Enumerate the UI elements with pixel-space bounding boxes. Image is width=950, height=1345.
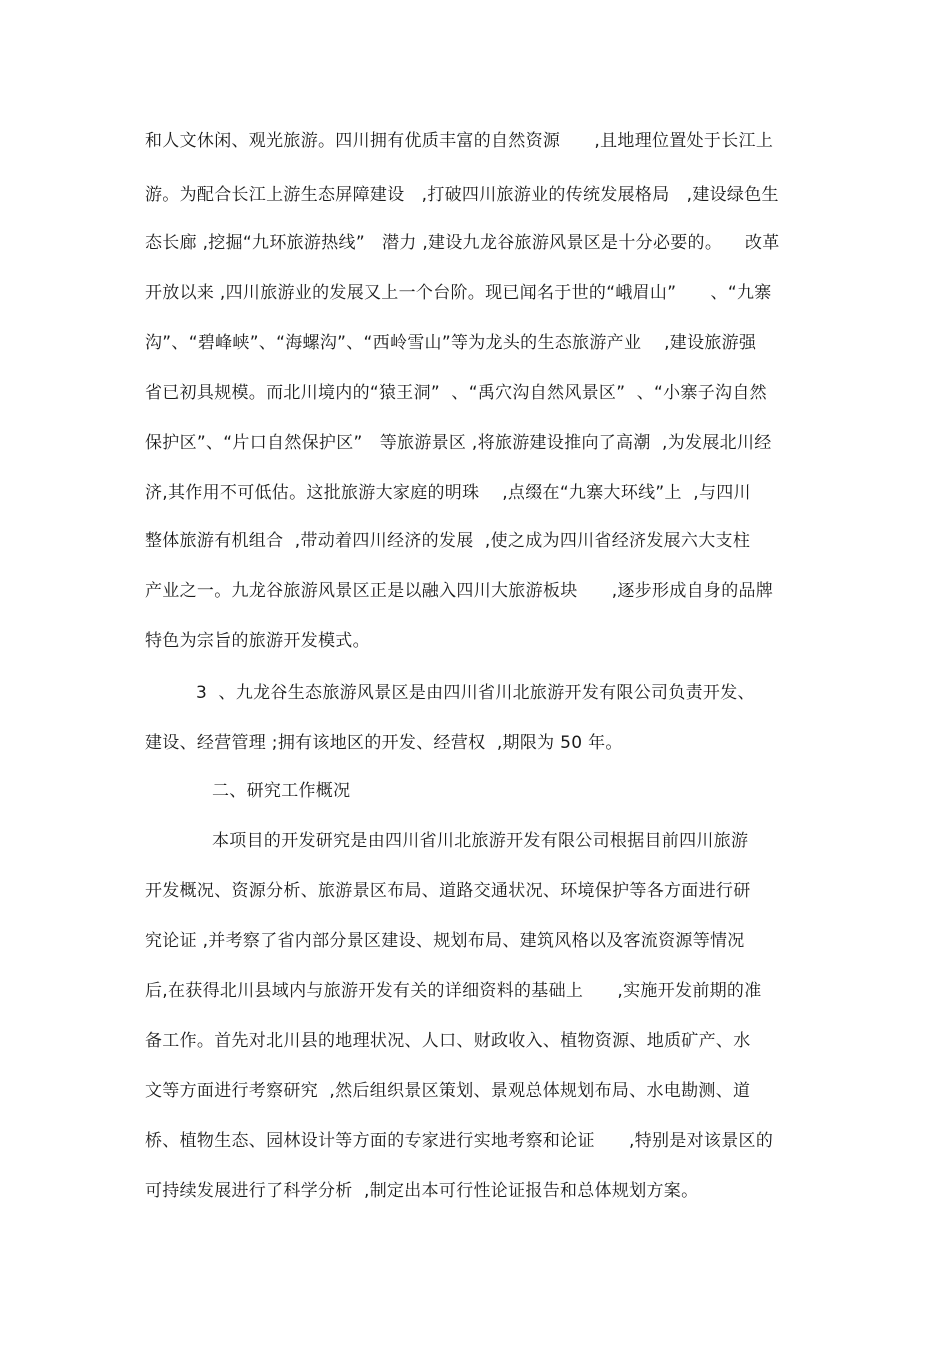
text-line: 态长廊 ,挖掘“九环旅游热线” 潜力 ,建设九龙谷旅游风景区是十分必要的。 改革 (145, 233, 780, 253)
text-line: 省已初具规模。而北川境内的“猿王洞” 、“禹穴沟自然风景区” 、“小寨子沟自然 (145, 383, 767, 403)
text-line: 可持续发展进行了科学分析 ,制定出本可行性论证报告和总体规划方案。 (145, 1181, 699, 1201)
text-line: 建设、经营管理 ;拥有该地区的开发、经营权 ,期限为 50 年。 (145, 733, 623, 753)
text-line: 沟”、“碧峰峡”、“海螺沟”、“西岭雪山”等为龙头的生态旅游产业 ,建设旅游强 (145, 333, 757, 353)
text-line: 产业之一。九龙谷旅游风景区正是以融入四川大旅游板块 ,逐步形成自身的品牌 (145, 581, 774, 601)
text-line: 济,其作用不可低估。这批旅游大家庭的明珠 ,点缀在“九寨大环线”上 ,与四川 (145, 483, 751, 503)
text-line: 游。为配合长江上游生态屏障建设 ,打破四川旅游业的传统发展格局 ,建设绿色生 (145, 185, 779, 205)
text-line: 备工作。首先对北川县的地理状况、人口、财政收入、植物资源、地质矿产、水 (145, 1031, 751, 1051)
text-line: 保护区”、“片口自然保护区” 等旅游景区 ,将旅游建设推向了高潮 ,为发展北川经 (145, 433, 772, 453)
paragraph-first-line: 本项目的开发研究是由四川省川北旅游开发有限公司根据目前四川旅游 (212, 831, 749, 851)
text-line: 特色为宗旨的旅游开发模式。 (145, 631, 370, 651)
text-line: 整体旅游有机组合 ,带动着四川经济的发展 ,使之成为四川省经济发展六大支柱 (145, 531, 751, 551)
text-line: 开发概况、资源分析、旅游景区布局、道路交通状况、环境保护等各方面进行研 (145, 881, 751, 901)
text-line: 桥、植物生态、园林设计等方面的专家进行实地考察和论证 ,特别是对该景区的 (145, 1131, 774, 1151)
text-line: 后,在获得北川县域内与旅游开发有关的详细资料的基础上 ,实施开发前期的准 (145, 981, 762, 1001)
text-line: 究论证 ,并考察了省内部分景区建设、规划布局、建筑风格以及客流资源等情况 (145, 931, 745, 951)
text-line: 开放以来 ,四川旅游业的发展又上一个台阶。现已闻名于世的“峨眉山” 、“九寨 (145, 283, 772, 303)
text-line: 和人文休闲、观光旅游。四川拥有优质丰富的自然资源 ,且地理位置处于长江上 (145, 131, 774, 151)
section-heading: 二、研究工作概况 (212, 781, 351, 801)
numbered-item: 3 、九龙谷生态旅游风景区是由四川省川北旅游开发有限公司负责开发、 (196, 683, 755, 703)
text-line: 文等方面进行考察研究 ,然后组织景区策划、景观总体规划布局、水电勘测、道 (145, 1081, 751, 1101)
